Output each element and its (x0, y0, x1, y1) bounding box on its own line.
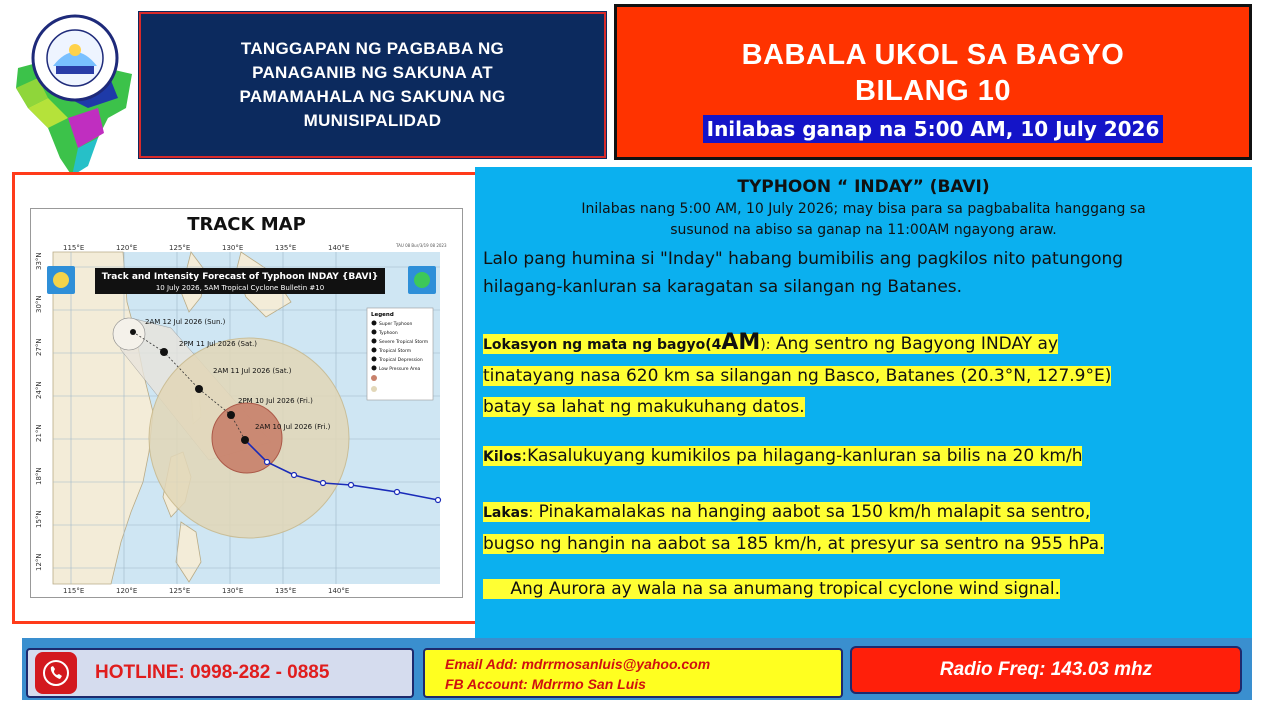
lon-label-bottom-6: 140°E (328, 587, 350, 595)
track-map-title: TRACK MAP (187, 214, 306, 235)
radio-frequency: Radio Freq: 143.03 mhz (939, 659, 1153, 680)
validity-line-2: susunod na abiso sa ganap na 11:00AM ngayong araw. (670, 222, 1057, 238)
agency-line-2: PANAGANIB NG SAKUNA AT (252, 63, 493, 82)
lat-label-3: 27°N (35, 338, 43, 356)
legend-item-4: Tropical Storm (379, 349, 412, 354)
municipal-seal-logo (8, 8, 138, 178)
lon-label-1: 115°E (63, 244, 85, 252)
fb-account[interactable]: FB Account: Mdrrmo San Luis (445, 676, 646, 692)
lon-label-bottom-1: 115°E (63, 587, 85, 595)
bulletin-info-panel (475, 167, 1252, 638)
legend-title: Legend (371, 312, 394, 318)
lead-paragraph (475, 245, 1252, 301)
lon-label-4: 130°E (222, 244, 244, 252)
agency-name-box (139, 12, 606, 158)
left-agency-icon (47, 266, 75, 294)
forecast-label-4: 2PM 10 Jul 2026 (Fri.) (238, 397, 313, 405)
bulletin-title-line-1: BABALA UKOL SA BAGYO (741, 39, 1125, 71)
forecast-label-2: 2PM 11 Jul 2026 (Sat.) (179, 340, 257, 348)
right-agency-icon (408, 266, 436, 294)
agency-line-3: PAMAMAHALA NG SAKUNA NG (239, 87, 506, 106)
validity-line-1: Inilabas nang 5:00 AM, 10 July 2026; may bisa para sa pagbabalita hanggang sa (581, 201, 1146, 217)
lat-label-4: 24°N (35, 381, 43, 399)
location-text-3: batay sa lahat ng makukuhang datos. (483, 397, 805, 417)
lat-label-1: 33°N (35, 252, 43, 270)
location-text-2: tinatayang nasa 620 km sa silangan ng Basco, Batanes (20.3°N, 127.9°E) (483, 366, 1112, 386)
lon-label-3: 125°E (169, 244, 191, 252)
lat-label-8: 12°N (35, 553, 43, 571)
location-time-am: AM (721, 330, 761, 355)
movement-label: Kilos (483, 449, 522, 465)
signal-text: Ang Aurora ay wala na sa anumang tropical cyclone wind signal. (510, 579, 1061, 599)
validity-text (475, 199, 1252, 241)
movement-paragraph (475, 441, 1252, 473)
legend-item-2: Typhoon (379, 331, 398, 336)
lon-label-2: 120°E (116, 244, 138, 252)
legend-item-6: Low Pressure Area (379, 367, 421, 372)
lat-label-5: 21°N (35, 424, 43, 442)
location-time-close: ): (760, 337, 771, 353)
location-time-open: (4 (705, 337, 722, 353)
email-address[interactable]: Email Add: mdrrmosanluis@yahoo.com (445, 656, 711, 672)
lead-line-2: hilagang-kanluran sa karagatan sa silangan ng Batanes. (483, 277, 963, 297)
strength-paragraph (475, 497, 1252, 560)
strength-colon: : (528, 505, 534, 521)
lead-line-1: Lalo pang humina si "Inday" habang bumibilis ang pagkilos nito patungong (483, 249, 1124, 269)
contact-email-box (423, 648, 843, 698)
typhoon-name-header: TYPHOON “ INDAY” (BAVI) (737, 177, 990, 197)
map-stamp: TAU 08 Bur/3/19 08 2023 (396, 243, 447, 248)
lat-label-7: 15°N (35, 510, 43, 528)
legend-item-1: Super Typhoon (379, 322, 413, 327)
lon-label-6: 140°E (328, 244, 350, 252)
forecast-label-3: 2AM 11 Jul 2026 (Sat.) (213, 367, 292, 375)
agency-line-4: MUNISIPALIDAD (303, 111, 442, 130)
phone-icon (35, 652, 77, 694)
location-paragraph (475, 327, 1252, 423)
lat-label-6: 18°N (35, 467, 43, 485)
location-text-1: Ang sentro ng Bagyong INDAY ay (775, 334, 1059, 354)
lon-label-5: 135°E (275, 244, 297, 252)
signal-paragraph (475, 574, 1252, 605)
radio-frequency-box (850, 646, 1242, 694)
lon-label-bottom-2: 120°E (116, 587, 138, 595)
strength-text-1: Pinakamalakas na hanging aabot sa 150 km/h malapit sa sentro, (538, 502, 1091, 522)
agency-line-1: TANGGAPAN NG PAGBABA NG (240, 39, 505, 58)
location-label: Lokasyon ng mata ng bagyo (483, 337, 706, 353)
forecast-label-5: 2AM 10 Jul 2026 (Fri.) (255, 423, 331, 431)
bulletin-title-line-2: BILANG 10 (855, 75, 1011, 107)
lat-label-2: 30°N (35, 295, 43, 313)
movement-text: :Kasalukuyang kumikilos pa hilagang-kanluran sa bilis na 20 km/h (521, 446, 1083, 466)
map-chart-subtitle: 10 July 2026, 5AM Tropical Cyclone Bulletin #10 (155, 284, 325, 292)
forecast-label-1: 2AM 12 Jul 2026 (Sun.) (145, 318, 226, 326)
strength-text-2: bugso ng hangin na aabot sa 185 km/h, at presyur sa sentro na 955 hPa. (483, 534, 1105, 554)
bulletin-issued: Inilabas ganap na 5:00 AM, 10 July 2026 (703, 115, 1164, 143)
hotline-number[interactable]: HOTLINE: 0998-282 - 0885 (95, 662, 330, 683)
track-map-image (31, 242, 462, 597)
strength-label: Lakas (483, 505, 529, 521)
legend-item-3: Severe Tropical Storm (379, 340, 429, 345)
legend-item-5: Tropical Depression (379, 358, 423, 363)
map-chart-title: Track and Intensity Forecast of Typhoon INDAY {BAVI} (101, 272, 379, 282)
bulletin-title-box (614, 4, 1252, 160)
lon-label-bottom-3: 125°E (169, 587, 191, 595)
lon-label-bottom-4: 130°E (222, 587, 244, 595)
lon-label-bottom-5: 135°E (275, 587, 297, 595)
